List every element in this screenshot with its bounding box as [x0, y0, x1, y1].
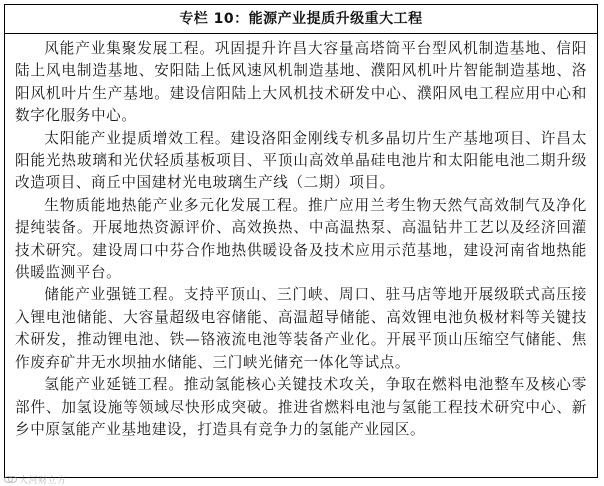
- watermark-logo-icon: [4, 474, 16, 484]
- box-body: [5, 34, 597, 441]
- paragraph-hydrogen-energy: 氢能产业延链工程。推动氢能核心关键技术攻关，争取在燃料电池整车及核心零部件、加氢设施等领域尽快形成突破。推进省燃料电池与氢能工程技术研究中心、新乡中原氢能产业基地建设，打造具有竞争力的氢能产业园区。: [15, 376, 587, 438]
- sidebar-column-box: [4, 4, 598, 478]
- paragraph-energy-storage: 储能产业强链工程。支持平顶山、三门峡、周口、驻马店等地开展级联式高压接入锂电池储能、大容量超级电容储能、高温超导储能、高效锂电池负极材料等关键技术研发，推动锂电池、铁—铬液流电池等装备产业化。开展平顶山压缩空气储能、焦作废弃矿井无水坝抽水储能、三门峡光储充一体化等试点。: [15, 286, 587, 371]
- paragraph-solar-energy: 太阳能产业提质增效工程。建设洛阳金刚线专机多晶切片生产基地项目、许昌太阳能光热玻璃和光伏轻质基板项目、平顶山高效单晶硅电池片和太阳能电池二期升级改造项目、商丘中国建材光电玻璃生产线（二期）项目。: [15, 129, 587, 192]
- paragraph-biomass-geothermal: 生物质能地热能产业多元化发展工程。推广应用兰考生物天然气高效制气及净化提纯装备。开展地热资源评价、高效换热、中高温热泵、高温钻井工艺以及经济回灌技术研究。建设周口中芬合作地热供暖设备及技术应用示范基地，建设河南省地热能供暖监测平台。: [15, 196, 587, 282]
- watermark: [4, 472, 67, 486]
- box-title: 专栏 10：能源产业提质升级重大工程: [5, 5, 597, 34]
- paragraph-wind-energy: 风能产业集聚发展工程。巩固提升许昌大容量高塔筒平台型风机制造基地、信阳陆上风电制造基地、安阳陆上低风速风机制造基地、濮阳风机叶片智能制造基地、洛阳风机叶片生产基地。建设信阳陆上大风机技术研发中心、濮阳风电工程应用中心和数字化服务中心。: [15, 40, 587, 125]
- watermark-text: 大河财立方: [19, 475, 67, 486]
